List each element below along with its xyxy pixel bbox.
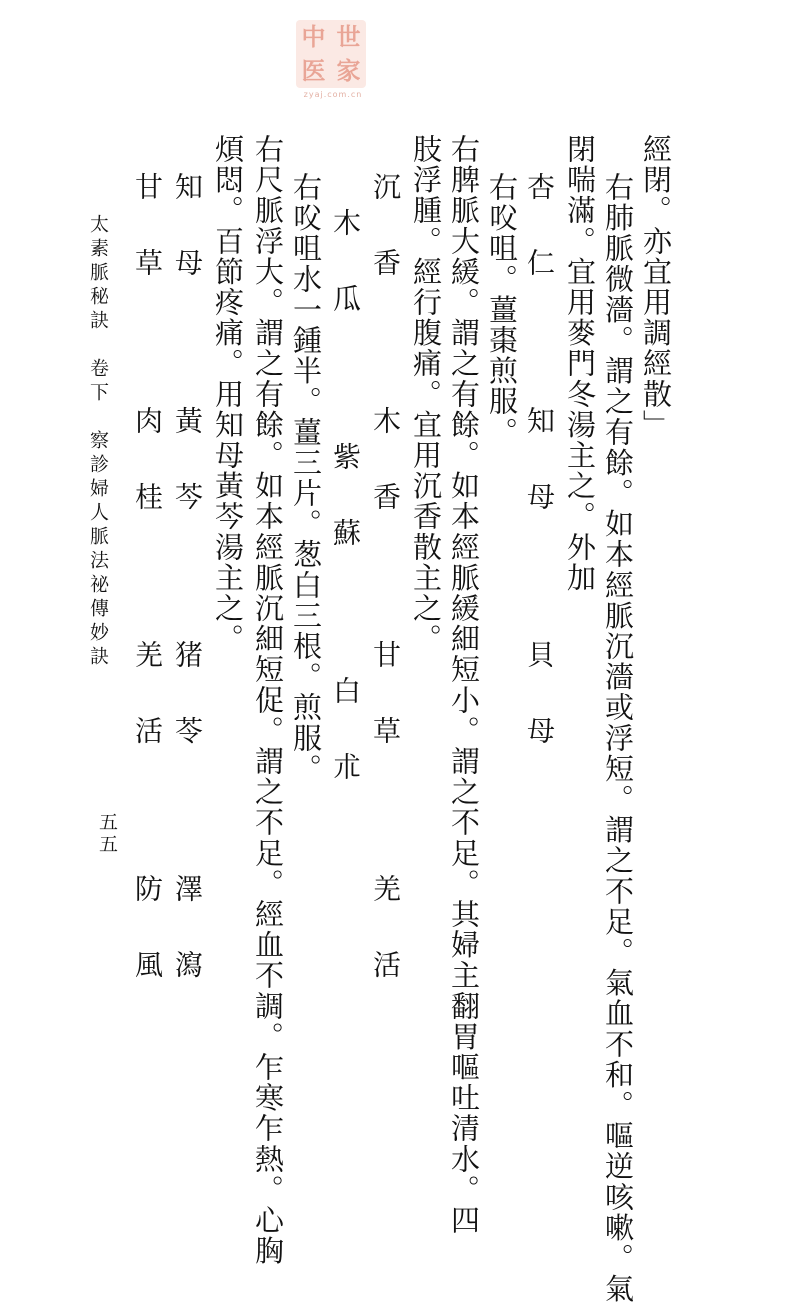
logo-char: 医 [301,56,326,85]
text-column-3: 閉喘滿。宜用麥門冬湯主之。外加 [563,134,597,593]
herb-item: 澤 瀉 [171,874,204,988]
herb-item: 白 朮 [329,676,362,790]
herb-item: 杏 仁 [523,172,556,286]
herb-item: 紫 蘇 [329,442,362,556]
herb-item: 知 母 [171,172,204,286]
herb-list-4 [170,172,204,988]
watermark-url: zyaj.com.cn [303,90,363,99]
herb-item: 貝 母 [523,640,556,754]
text-column-1: 經閉。亦宜用調經散」 [639,134,673,440]
text-column-9: 煩悶。百節疼痛。用知母黃芩湯主之。 [211,134,245,655]
herb-item: 知 母 [523,406,556,520]
herb-item: 防 風 [131,874,164,988]
text-column-7: 右㕮咀水一鍾半。薑三片。葱白三根。煎服。 [289,172,323,784]
text-column-2: 右肺脈微濇。謂之有餘。如本經脈沉濇或浮短。謂之不足。氣血不和。嘔逆咳嗽。氣 [601,172,635,1304]
herb-list-2 [368,172,402,988]
herb-item: 羌 活 [131,640,164,754]
watermark-logo [296,20,366,88]
herb-item: 甘 草 [131,172,164,286]
herb-list-3 [328,208,362,790]
logo-char: 世 [336,22,361,51]
herb-item: 黃 芩 [171,406,204,520]
herb-item: 甘 草 [369,640,402,754]
text-column-4: 右㕮咀。薑棗煎服。 [485,172,519,448]
herb-item: 沉 香 [369,172,402,286]
logo-char: 中 [301,22,326,51]
herb-item: 猪 苓 [171,640,204,754]
herb-item: 羌 活 [369,874,402,988]
logo-char: 家 [336,56,361,85]
running-header: 太素脈秘訣 卷下 察診婦人脈法祕傳妙訣 [87,214,109,670]
page-number: 五五 [96,812,118,856]
herb-list-1 [522,172,556,754]
text-column-6: 肢浮腫。經行腹痛。宜用沉香散主之。 [409,134,443,655]
text-column-8: 右尺脈浮大。謂之有餘。如本經脈沉細短促。謂之不足。經血不調。乍寒乍熱。心胸 [251,134,285,1267]
text-column-5: 右脾脈大緩。謂之有餘。如本經脈緩細短小。謂之不足。其婦主翻胃嘔吐清水。四 [447,134,481,1236]
herb-item: 木 香 [369,406,402,520]
herb-item: 木 瓜 [329,208,362,322]
herb-item: 肉 桂 [131,406,164,520]
herb-list-5 [130,172,164,988]
